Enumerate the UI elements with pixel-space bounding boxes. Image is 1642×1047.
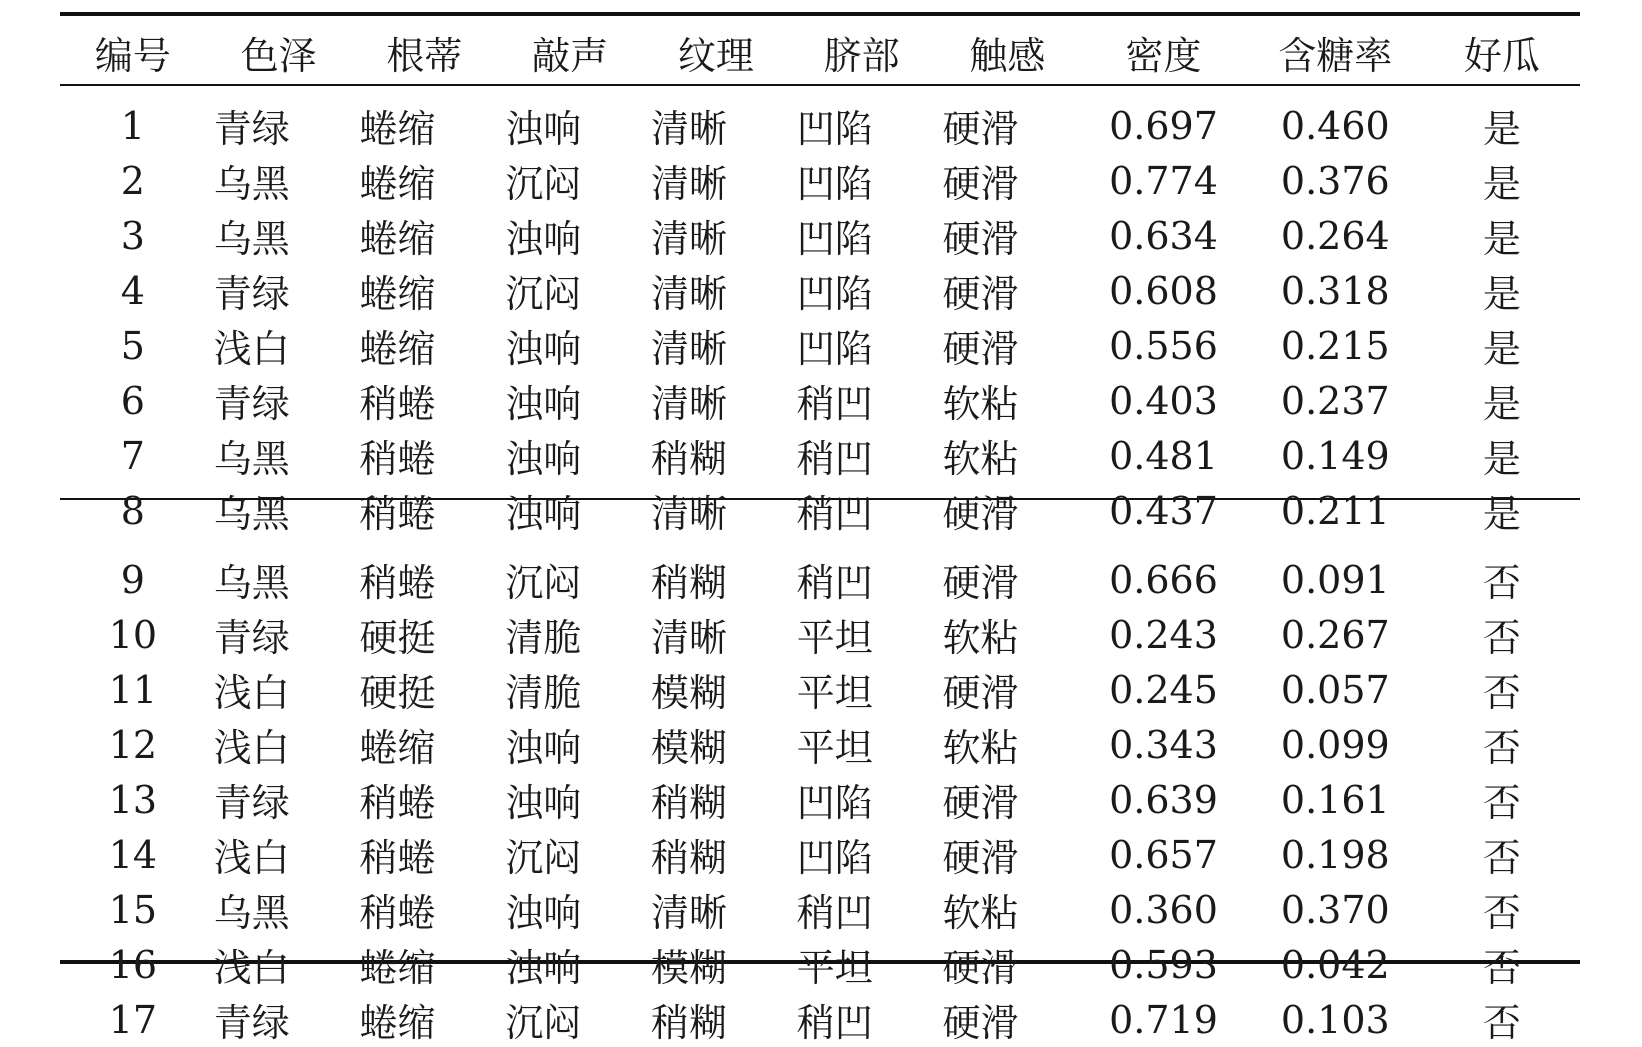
cell-root: 稍蜷 [359, 891, 436, 935]
cell-navel: 平坦 [796, 726, 873, 770]
cell-good: 否 [1482, 891, 1521, 935]
cell-density: 0.243 [1109, 612, 1218, 657]
cell-texture: 稍糊 [651, 781, 728, 825]
cell-sugar: 0.267 [1280, 612, 1390, 657]
table-row [60, 428, 1580, 483]
cell-root: 蜷缩 [359, 327, 436, 371]
cell-sound: 浊响 [505, 327, 582, 371]
table-row [60, 827, 1580, 882]
table-row [60, 882, 1580, 937]
cell-density: 0.608 [1109, 268, 1218, 313]
cell-color: 乌黑 [213, 561, 290, 605]
table-row [60, 318, 1580, 373]
cell-touch: 软粘 [942, 891, 1019, 935]
cell-root: 蜷缩 [359, 1001, 436, 1045]
cell-id: 8 [120, 488, 145, 533]
cell-color: 青绿 [213, 382, 290, 426]
cell-sound: 清脆 [505, 671, 582, 715]
cell-texture: 清晰 [651, 162, 728, 206]
cell-navel: 稍凹 [796, 1001, 873, 1045]
cell-root: 稍蜷 [359, 492, 436, 536]
cell-sugar: 0.376 [1280, 158, 1390, 203]
cell-good: 否 [1482, 616, 1521, 660]
cell-sound: 浊响 [505, 217, 582, 261]
cell-id: 3 [120, 213, 145, 258]
cell-texture: 清晰 [651, 107, 728, 151]
cell-touch: 硬滑 [942, 162, 1019, 206]
cell-good: 否 [1482, 726, 1521, 770]
cell-navel: 稍凹 [796, 437, 873, 481]
header-cell-density: 密度 [1125, 33, 1202, 78]
table-body [60, 88, 1580, 1047]
table-row [60, 153, 1580, 208]
cell-texture: 稍糊 [651, 1001, 728, 1045]
cell-touch: 软粘 [942, 616, 1019, 660]
cell-navel: 凹陷 [796, 162, 873, 206]
cell-touch: 硬滑 [942, 327, 1019, 371]
cell-touch: 硬滑 [942, 272, 1019, 316]
cell-texture: 稍糊 [651, 561, 728, 605]
cell-density: 0.774 [1109, 158, 1218, 203]
cell-texture: 模糊 [651, 946, 728, 990]
cell-density: 0.634 [1109, 213, 1218, 258]
cell-good: 否 [1482, 671, 1521, 715]
cell-root: 硬挺 [359, 616, 436, 660]
cell-texture: 稍糊 [651, 437, 728, 481]
cell-root: 稍蜷 [359, 561, 436, 605]
cell-sugar: 0.460 [1280, 103, 1390, 148]
cell-sound: 沉闷 [505, 272, 582, 316]
cell-id: 16 [108, 942, 158, 987]
header-cell-good: 好瓜 [1463, 33, 1540, 78]
cell-texture: 清晰 [651, 327, 728, 371]
cell-good: 否 [1482, 946, 1521, 990]
cell-id: 10 [108, 612, 158, 657]
cell-id: 6 [120, 378, 145, 423]
header-cell-touch: 触感 [969, 33, 1046, 78]
cell-root: 蜷缩 [359, 946, 436, 990]
cell-density: 0.245 [1109, 667, 1218, 712]
table-row [60, 992, 1580, 1047]
cell-root: 稍蜷 [359, 437, 436, 481]
cell-navel: 稍凹 [796, 561, 873, 605]
header-cell-texture: 纹理 [677, 33, 754, 78]
cell-sound: 沉闷 [505, 561, 582, 605]
cell-color: 青绿 [213, 272, 290, 316]
cell-good: 是 [1482, 492, 1521, 536]
cell-good: 是 [1482, 162, 1521, 206]
cell-id: 4 [120, 268, 145, 313]
cell-touch: 软粘 [942, 726, 1019, 770]
cell-touch: 硬滑 [942, 781, 1019, 825]
cell-navel: 稍凹 [796, 492, 873, 536]
cell-color: 浅白 [213, 327, 290, 371]
cell-sugar: 0.264 [1280, 213, 1390, 258]
header-cell-navel: 脐部 [823, 33, 900, 78]
cell-navel: 凹陷 [796, 781, 873, 825]
cell-sound: 沉闷 [505, 162, 582, 206]
cell-root: 稍蜷 [359, 781, 436, 825]
cell-sugar: 0.057 [1280, 667, 1390, 712]
cell-sugar: 0.149 [1280, 433, 1390, 478]
cell-sugar: 0.198 [1280, 832, 1390, 877]
table-row [60, 208, 1580, 263]
cell-navel: 平坦 [796, 616, 873, 660]
cell-id: 7 [120, 433, 145, 478]
cell-color: 乌黑 [213, 891, 290, 935]
cell-id: 1 [120, 103, 145, 148]
cell-good: 否 [1482, 781, 1521, 825]
cell-touch: 软粘 [942, 382, 1019, 426]
cell-navel: 凹陷 [796, 836, 873, 880]
cell-sugar: 0.103 [1280, 997, 1390, 1042]
cell-sugar: 0.091 [1280, 557, 1390, 602]
cell-navel: 凹陷 [796, 327, 873, 371]
cell-sugar: 0.215 [1280, 323, 1390, 368]
cell-sound: 沉闷 [505, 836, 582, 880]
cell-sugar: 0.099 [1280, 722, 1390, 767]
cell-touch: 硬滑 [942, 561, 1019, 605]
header-cell-root: 根蒂 [386, 33, 463, 78]
table-row [60, 483, 1580, 538]
cell-id: 9 [120, 557, 145, 602]
cell-good: 否 [1482, 836, 1521, 880]
cell-density: 0.437 [1109, 488, 1218, 533]
cell-texture: 清晰 [651, 616, 728, 660]
cell-id: 5 [120, 323, 145, 368]
table-row [60, 717, 1580, 772]
data-table [60, 12, 1580, 1047]
cell-id: 17 [108, 997, 158, 1042]
cell-navel: 凹陷 [796, 272, 873, 316]
table-row [60, 373, 1580, 428]
cell-root: 蜷缩 [359, 726, 436, 770]
cell-density: 0.639 [1109, 777, 1218, 822]
cell-texture: 稍糊 [651, 836, 728, 880]
cell-color: 乌黑 [213, 217, 290, 261]
header-cell-sound: 敲声 [532, 33, 609, 78]
cell-sugar: 0.370 [1280, 887, 1390, 932]
header-cell-sugar: 含糖率 [1278, 33, 1393, 78]
cell-sugar: 0.237 [1280, 378, 1390, 423]
cell-density: 0.719 [1109, 997, 1218, 1042]
cell-id: 13 [108, 777, 158, 822]
cell-texture: 清晰 [651, 217, 728, 261]
cell-root: 硬挺 [359, 671, 436, 715]
cell-good: 是 [1482, 217, 1521, 261]
cell-navel: 稍凹 [796, 382, 873, 426]
cell-touch: 硬滑 [942, 217, 1019, 261]
cell-sound: 浊响 [505, 492, 582, 536]
cell-good: 是 [1482, 327, 1521, 371]
cell-sound: 浊响 [505, 946, 582, 990]
cell-navel: 平坦 [796, 946, 873, 990]
cell-sound: 浊响 [505, 107, 582, 151]
cell-density: 0.657 [1109, 832, 1218, 877]
cell-id: 2 [120, 158, 145, 203]
cell-root: 蜷缩 [359, 272, 436, 316]
cell-id: 15 [108, 887, 158, 932]
cell-root: 蜷缩 [359, 162, 436, 206]
cell-color: 乌黑 [213, 162, 290, 206]
cell-navel: 稍凹 [796, 891, 873, 935]
cell-density: 0.593 [1109, 942, 1218, 987]
table-row [60, 538, 1580, 607]
cell-root: 稍蜷 [359, 836, 436, 880]
cell-id: 14 [108, 832, 158, 877]
cell-texture: 清晰 [651, 382, 728, 426]
header-cell-id: 编号 [94, 33, 171, 78]
cell-color: 浅白 [213, 726, 290, 770]
cell-sound: 浊响 [505, 382, 582, 426]
cell-touch: 软粘 [942, 437, 1019, 481]
cell-sugar: 0.318 [1280, 268, 1390, 313]
cell-good: 是 [1482, 107, 1521, 151]
cell-sugar: 0.042 [1280, 942, 1390, 987]
cell-color: 乌黑 [213, 437, 290, 481]
cell-texture: 模糊 [651, 726, 728, 770]
cell-color: 青绿 [213, 616, 290, 660]
cell-sound: 浊响 [505, 891, 582, 935]
cell-sound: 沉闷 [505, 1001, 582, 1045]
cell-sugar: 0.211 [1280, 488, 1390, 533]
header-cell-color: 色泽 [240, 33, 317, 78]
cell-density: 0.697 [1109, 103, 1218, 148]
cell-color: 青绿 [213, 781, 290, 825]
cell-good: 否 [1482, 561, 1521, 605]
cell-texture: 清晰 [651, 492, 728, 536]
table-row [60, 772, 1580, 827]
cell-navel: 凹陷 [796, 217, 873, 261]
cell-texture: 模糊 [651, 671, 728, 715]
cell-good: 是 [1482, 382, 1521, 426]
cell-good: 否 [1482, 1001, 1521, 1045]
cell-touch: 硬滑 [942, 836, 1019, 880]
cell-navel: 平坦 [796, 671, 873, 715]
cell-good: 是 [1482, 272, 1521, 316]
cell-texture: 清晰 [651, 272, 728, 316]
cell-root: 蜷缩 [359, 107, 436, 151]
table-row [60, 607, 1580, 662]
cell-good: 是 [1482, 437, 1521, 481]
cell-density: 0.343 [1109, 722, 1218, 767]
cell-color: 乌黑 [213, 492, 290, 536]
table-row [60, 937, 1580, 992]
cell-touch: 硬滑 [942, 107, 1019, 151]
cell-sound: 浊响 [505, 781, 582, 825]
cell-color: 青绿 [213, 107, 290, 151]
cell-density: 0.556 [1109, 323, 1218, 368]
cell-density: 0.403 [1109, 378, 1218, 423]
cell-density: 0.666 [1109, 557, 1218, 602]
cell-density: 0.360 [1109, 887, 1218, 932]
cell-color: 青绿 [213, 1001, 290, 1045]
table-row [60, 263, 1580, 318]
header-row [60, 12, 1580, 88]
table-row [60, 88, 1580, 153]
cell-root: 稍蜷 [359, 382, 436, 426]
cell-touch: 硬滑 [942, 492, 1019, 536]
cell-id: 12 [108, 722, 158, 767]
cell-navel: 凹陷 [796, 107, 873, 151]
cell-color: 浅白 [213, 671, 290, 715]
cell-root: 蜷缩 [359, 217, 436, 261]
cell-sound: 清脆 [505, 616, 582, 660]
cell-color: 浅白 [213, 946, 290, 990]
cell-texture: 清晰 [651, 891, 728, 935]
cell-sound: 浊响 [505, 726, 582, 770]
cell-sound: 浊响 [505, 437, 582, 481]
cell-color: 浅白 [213, 836, 290, 880]
cell-sugar: 0.161 [1280, 777, 1390, 822]
cell-touch: 硬滑 [942, 671, 1019, 715]
table-row [60, 662, 1580, 717]
cell-id: 11 [108, 667, 158, 712]
cell-touch: 硬滑 [942, 1001, 1019, 1045]
cell-density: 0.481 [1109, 433, 1218, 478]
cell-touch: 硬滑 [942, 946, 1019, 990]
